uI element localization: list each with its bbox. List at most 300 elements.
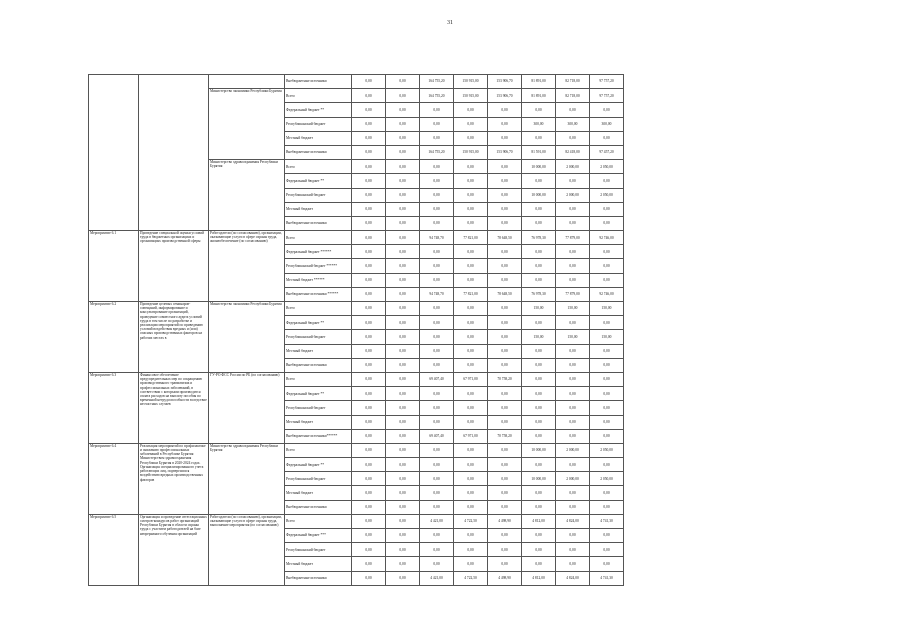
table-row <box>89 231 624 245</box>
amount-cell: 0,00 <box>352 571 386 585</box>
amount-cell: 0,00 <box>352 145 386 159</box>
amount-cell: 0,00 <box>420 344 454 358</box>
executor-cell: Работодатели (по согласованию), организации, оказывающие услуги в сфере охраны труда, жизнеобеспечение (по согласованию) <box>209 231 285 302</box>
amount-cell: 0,00 <box>488 500 522 514</box>
amount-cell: 0,00 <box>352 458 386 472</box>
amount-cell: 0,00 <box>488 443 522 457</box>
amount-cell: 81 891,00 <box>522 89 556 103</box>
amount-cell: 0,00 <box>522 174 556 188</box>
amount-cell: 150,00 <box>522 330 556 344</box>
funding-source-cell: Внебюджетные источники****** <box>285 429 352 443</box>
amount-cell: 0,00 <box>420 557 454 571</box>
funding-source-cell: Республиканский бюджет <box>285 188 352 202</box>
amount-cell: 0,00 <box>420 160 454 174</box>
amount-cell: 2 050,00 <box>590 160 624 174</box>
amount-cell: 0,00 <box>454 472 488 486</box>
amount-cell: 0,00 <box>454 443 488 457</box>
amount-cell: 0,00 <box>590 458 624 472</box>
measure-name-cell: Финансовое обеспечение предупредительных мер по сокращению производственного травматизма и профессиональных заболеваний, в соответствии с которыми производится оплата расходов на выплату пособия по временной нетрудоспособности вследствие несчастных случаев <box>139 372 209 443</box>
amount-cell: 70 758,20 <box>488 429 522 443</box>
funding-source-cell: Внебюджетные источники <box>285 75 352 89</box>
amount-cell: 0,00 <box>352 401 386 415</box>
program-cell: Мероприятие 6.2 <box>89 302 139 373</box>
amount-cell: 0,00 <box>386 543 420 557</box>
page-number: 31 <box>447 20 453 26</box>
amount-cell: 0,00 <box>590 429 624 443</box>
amount-cell: 0,00 <box>556 486 590 500</box>
funding-source-cell: Республиканский бюджет ****** <box>285 259 352 273</box>
amount-cell: 300,00 <box>522 117 556 131</box>
amount-cell: 0,00 <box>420 188 454 202</box>
amount-cell: 0,00 <box>590 358 624 372</box>
funding-source-cell: Внебюджетные источники <box>285 358 352 372</box>
funding-source-cell: Местный бюджет <box>285 557 352 571</box>
amount-cell: 0,00 <box>352 358 386 372</box>
amount-cell: 82 418,00 <box>556 145 590 159</box>
amount-cell: 82 718,00 <box>556 75 590 89</box>
amount-cell: 0,00 <box>522 429 556 443</box>
amount-cell: 0,00 <box>420 543 454 557</box>
amount-cell: 78 648,50 <box>488 231 522 245</box>
amount-cell: 0,00 <box>488 302 522 316</box>
amount-cell: 81 591,00 <box>522 145 556 159</box>
amount-cell: 2 000,00 <box>556 472 590 486</box>
amount-cell: 0,00 <box>454 387 488 401</box>
amount-cell: 0,00 <box>454 216 488 230</box>
measure-name-cell <box>139 75 209 231</box>
amount-cell: 0,00 <box>352 372 386 386</box>
amount-cell: 0,00 <box>352 245 386 259</box>
amount-cell: 0,00 <box>556 259 590 273</box>
amount-cell: 97 757,20 <box>590 75 624 89</box>
amount-cell: 0,00 <box>386 415 420 429</box>
amount-cell: 0,00 <box>352 486 386 500</box>
table-row <box>89 443 624 457</box>
amount-cell: 0,00 <box>488 486 522 500</box>
amount-cell: 0,00 <box>488 458 522 472</box>
amount-cell: 0,00 <box>488 259 522 273</box>
amount-cell: 0,00 <box>420 202 454 216</box>
amount-cell: 0,00 <box>590 500 624 514</box>
funding-source-cell: Всего <box>285 514 352 528</box>
amount-cell: 0,00 <box>352 514 386 528</box>
amount-cell: 0,00 <box>352 557 386 571</box>
amount-cell: 4 741,30 <box>590 514 624 528</box>
table-row <box>89 302 624 316</box>
amount-cell: 0,00 <box>522 316 556 330</box>
amount-cell: 0,00 <box>522 486 556 500</box>
amount-cell: 0,00 <box>386 89 420 103</box>
amount-cell: 0,00 <box>556 174 590 188</box>
measure-name-cell: Проведение целевых семинаров-совещаний, информирование и консультирование организаций, проведение совместного аудита условий труда в том числе по разработке и реализации мероприятий по приведению условий воздействия вредных и (или) опасных производственных факторов на рабочих местах в <box>139 302 209 373</box>
amount-cell: 2 050,00 <box>590 472 624 486</box>
amount-cell: 0,00 <box>556 216 590 230</box>
amount-cell: 2 000,00 <box>556 188 590 202</box>
amount-cell: 150,00 <box>590 330 624 344</box>
amount-cell: 0,00 <box>386 358 420 372</box>
amount-cell: 0,00 <box>488 202 522 216</box>
amount-cell: 94 748,70 <box>420 287 454 301</box>
amount-cell: 0,00 <box>488 529 522 543</box>
amount-cell: 0,00 <box>522 543 556 557</box>
amount-cell: 10 000,00 <box>522 188 556 202</box>
amount-cell: 0,00 <box>386 202 420 216</box>
amount-cell: 0,00 <box>454 458 488 472</box>
table-row <box>89 514 624 528</box>
amount-cell: 0,00 <box>420 472 454 486</box>
amount-cell: 0,00 <box>522 401 556 415</box>
executor-cell <box>209 75 285 89</box>
amount-cell: 0,00 <box>420 316 454 330</box>
amount-cell: 0,00 <box>386 571 420 585</box>
amount-cell: 0,00 <box>488 117 522 131</box>
amount-cell: 4 812,00 <box>522 571 556 585</box>
amount-cell: 0,00 <box>590 372 624 386</box>
amount-cell: 150 915,00 <box>454 75 488 89</box>
amount-cell: 0,00 <box>590 174 624 188</box>
amount-cell: 0,00 <box>522 372 556 386</box>
measure-name-cell: Реализация мероприятий по профилактике и снижению профессиональных заболеваний в Республике Бурятия Министерством здравоохранения Республики Бурятия в 2020-2024 годах. Организация специализированного учета работающих лиц, подвергшихся воздействию вредных производственных факторов <box>139 443 209 514</box>
amount-cell: 2 000,00 <box>556 160 590 174</box>
amount-cell: 0,00 <box>454 202 488 216</box>
amount-cell: 0,00 <box>386 131 420 145</box>
amount-cell: 0,00 <box>352 216 386 230</box>
amount-cell: 150,00 <box>556 302 590 316</box>
table-row <box>89 372 624 386</box>
amount-cell: 0,00 <box>522 259 556 273</box>
amount-cell: 0,00 <box>556 500 590 514</box>
budget-table <box>88 74 624 586</box>
funding-source-cell: Федеральный бюджет ** <box>285 174 352 188</box>
executor-cell: Министерство здравоохранения Республики Бурятия <box>209 160 285 231</box>
funding-source-cell: Внебюджетные источники ****** <box>285 287 352 301</box>
amount-cell: 0,00 <box>352 89 386 103</box>
amount-cell: 77 821,00 <box>454 287 488 301</box>
amount-cell: 4 741,30 <box>590 571 624 585</box>
funding-source-cell: Местный бюджет <box>285 344 352 358</box>
amount-cell: 0,00 <box>556 131 590 145</box>
amount-cell: 0,00 <box>352 302 386 316</box>
amount-cell: 0,00 <box>352 415 386 429</box>
amount-cell: 0,00 <box>454 259 488 273</box>
amount-cell: 4 498,90 <box>488 571 522 585</box>
amount-cell: 0,00 <box>590 486 624 500</box>
amount-cell: 0,00 <box>420 245 454 259</box>
amount-cell: 0,00 <box>386 75 420 89</box>
amount-cell: 0,00 <box>488 543 522 557</box>
amount-cell: 0,00 <box>386 231 420 245</box>
funding-source-cell: Республиканский бюджет <box>285 543 352 557</box>
amount-cell: 0,00 <box>488 103 522 117</box>
amount-cell: 0,00 <box>522 245 556 259</box>
amount-cell: 0,00 <box>454 117 488 131</box>
amount-cell: 150,00 <box>522 302 556 316</box>
amount-cell: 0,00 <box>590 557 624 571</box>
amount-cell: 82 718,00 <box>556 89 590 103</box>
funding-source-cell: Федеральный бюджет ** <box>285 316 352 330</box>
measure-name-cell: Проведение специальной оценки условий труда в бюджетных организациях и организациях производственной сферы <box>139 231 209 302</box>
amount-cell: 77 879,00 <box>556 231 590 245</box>
amount-cell: 0,00 <box>488 472 522 486</box>
amount-cell: 0,00 <box>590 316 624 330</box>
amount-cell: 69 407,40 <box>420 372 454 386</box>
amount-cell: 0,00 <box>386 273 420 287</box>
amount-cell: 0,00 <box>488 216 522 230</box>
amount-cell: 0,00 <box>454 103 488 117</box>
amount-cell: 78 648,50 <box>488 287 522 301</box>
amount-cell: 10 000,00 <box>522 443 556 457</box>
amount-cell: 0,00 <box>590 401 624 415</box>
amount-cell: 4 824,00 <box>556 514 590 528</box>
amount-cell: 150 915,00 <box>454 145 488 159</box>
funding-source-cell: Всего <box>285 231 352 245</box>
amount-cell: 0,00 <box>556 344 590 358</box>
amount-cell: 0,00 <box>420 216 454 230</box>
amount-cell: 0,00 <box>556 458 590 472</box>
amount-cell: 0,00 <box>352 529 386 543</box>
executor-cell: Министерство экономики Республики Бурятия <box>209 89 285 160</box>
amount-cell: 97 457,20 <box>590 145 624 159</box>
budget-table-body <box>89 75 624 586</box>
amount-cell: 76 978,30 <box>522 287 556 301</box>
amount-cell: 0,00 <box>352 344 386 358</box>
amount-cell: 92 746,00 <box>590 231 624 245</box>
amount-cell: 0,00 <box>590 245 624 259</box>
amount-cell: 0,00 <box>386 472 420 486</box>
executor-cell: ГУ-РО ФСС России по РБ (по согласованию) <box>209 372 285 443</box>
amount-cell: 0,00 <box>386 259 420 273</box>
amount-cell: 150,00 <box>590 302 624 316</box>
table-row <box>89 75 624 89</box>
amount-cell: 0,00 <box>454 302 488 316</box>
amount-cell: 2 000,00 <box>556 443 590 457</box>
amount-cell: 0,00 <box>386 287 420 301</box>
amount-cell: 0,00 <box>488 188 522 202</box>
amount-cell: 0,00 <box>556 245 590 259</box>
amount-cell: 150,00 <box>556 330 590 344</box>
executor-cell: Министерство здравоохранения Республики Бурятия <box>209 443 285 514</box>
amount-cell: 2 050,00 <box>590 188 624 202</box>
amount-cell: 0,00 <box>556 358 590 372</box>
amount-cell: 0,00 <box>352 131 386 145</box>
amount-cell: 0,00 <box>522 387 556 401</box>
funding-source-cell: Всего <box>285 372 352 386</box>
amount-cell: 4 812,00 <box>522 514 556 528</box>
amount-cell: 0,00 <box>590 529 624 543</box>
amount-cell: 0,00 <box>454 543 488 557</box>
amount-cell: 0,00 <box>454 529 488 543</box>
amount-cell: 0,00 <box>522 358 556 372</box>
amount-cell: 0,00 <box>522 557 556 571</box>
amount-cell: 0,00 <box>488 245 522 259</box>
amount-cell: 0,00 <box>522 103 556 117</box>
amount-cell: 0,00 <box>488 131 522 145</box>
executor-cell: Работодатели (по согласованию), организации, оказывающие услуги в сфере охраны труда, выполнение мероприятия (по согласованию) <box>209 514 285 585</box>
amount-cell: 0,00 <box>352 160 386 174</box>
amount-cell: 0,00 <box>420 131 454 145</box>
amount-cell: 0,00 <box>522 500 556 514</box>
amount-cell: 0,00 <box>556 529 590 543</box>
amount-cell: 0,00 <box>590 387 624 401</box>
amount-cell: 0,00 <box>386 500 420 514</box>
amount-cell: 0,00 <box>556 202 590 216</box>
amount-cell: 0,00 <box>556 372 590 386</box>
amount-cell: 0,00 <box>590 415 624 429</box>
amount-cell: 0,00 <box>352 429 386 443</box>
amount-cell: 0,00 <box>488 401 522 415</box>
amount-cell: 10 000,00 <box>522 160 556 174</box>
amount-cell: 76 978,30 <box>522 231 556 245</box>
amount-cell: 0,00 <box>522 131 556 145</box>
amount-cell: 81 891,00 <box>522 75 556 89</box>
funding-source-cell: Местный бюджет ****** <box>285 273 352 287</box>
amount-cell: 0,00 <box>556 273 590 287</box>
amount-cell: 0,00 <box>420 529 454 543</box>
amount-cell: 0,00 <box>386 117 420 131</box>
funding-source-cell: Всего <box>285 160 352 174</box>
amount-cell: 0,00 <box>454 486 488 500</box>
amount-cell: 97 757,20 <box>590 89 624 103</box>
amount-cell: 0,00 <box>556 543 590 557</box>
program-cell: Мероприятие 6.5 <box>89 514 139 585</box>
amount-cell: 0,00 <box>420 302 454 316</box>
amount-cell: 0,00 <box>420 387 454 401</box>
amount-cell: 0,00 <box>386 401 420 415</box>
amount-cell: 0,00 <box>556 429 590 443</box>
amount-cell: 0,00 <box>556 316 590 330</box>
amount-cell: 0,00 <box>386 344 420 358</box>
amount-cell: 0,00 <box>352 443 386 457</box>
amount-cell: 0,00 <box>386 245 420 259</box>
amount-cell: 69 407,40 <box>420 429 454 443</box>
amount-cell: 0,00 <box>386 486 420 500</box>
amount-cell: 0,00 <box>352 188 386 202</box>
amount-cell: 0,00 <box>556 387 590 401</box>
amount-cell: 0,00 <box>352 231 386 245</box>
amount-cell: 0,00 <box>590 131 624 145</box>
amount-cell: 67 971,00 <box>454 429 488 443</box>
amount-cell: 0,00 <box>386 188 420 202</box>
amount-cell: 0,00 <box>488 557 522 571</box>
amount-cell: 0,00 <box>522 458 556 472</box>
amount-cell: 0,00 <box>420 117 454 131</box>
amount-cell: 0,00 <box>454 131 488 145</box>
amount-cell: 4 824,00 <box>556 571 590 585</box>
amount-cell: 0,00 <box>556 103 590 117</box>
amount-cell: 0,00 <box>352 500 386 514</box>
amount-cell: 0,00 <box>420 273 454 287</box>
amount-cell: 0,00 <box>352 316 386 330</box>
amount-cell: 0,00 <box>488 273 522 287</box>
amount-cell: 0,00 <box>488 160 522 174</box>
amount-cell: 0,00 <box>556 415 590 429</box>
amount-cell: 0,00 <box>454 401 488 415</box>
funding-source-cell: Местный бюджет <box>285 131 352 145</box>
amount-cell: 0,00 <box>454 273 488 287</box>
amount-cell: 0,00 <box>590 344 624 358</box>
amount-cell: 0,00 <box>420 174 454 188</box>
amount-cell: 0,00 <box>352 202 386 216</box>
amount-cell: 0,00 <box>352 287 386 301</box>
amount-cell: 300,00 <box>556 117 590 131</box>
funding-source-cell: Республиканский бюджет <box>285 401 352 415</box>
amount-cell: 0,00 <box>386 316 420 330</box>
amount-cell: 94 748,70 <box>420 231 454 245</box>
amount-cell: 0,00 <box>488 358 522 372</box>
amount-cell: 0,00 <box>352 75 386 89</box>
amount-cell: 77 879,00 <box>556 287 590 301</box>
funding-source-cell: Республиканский бюджет <box>285 330 352 344</box>
amount-cell: 0,00 <box>420 330 454 344</box>
amount-cell: 0,00 <box>420 486 454 500</box>
amount-cell: 4 722,50 <box>454 514 488 528</box>
amount-cell: 0,00 <box>420 358 454 372</box>
amount-cell: 0,00 <box>522 529 556 543</box>
amount-cell: 0,00 <box>352 259 386 273</box>
amount-cell: 0,00 <box>454 344 488 358</box>
amount-cell: 0,00 <box>386 302 420 316</box>
amount-cell: 0,00 <box>590 202 624 216</box>
amount-cell: 0,00 <box>352 117 386 131</box>
amount-cell: 0,00 <box>590 216 624 230</box>
amount-cell: 10 000,00 <box>522 472 556 486</box>
program-cell: Мероприятие 6.3 <box>89 372 139 443</box>
amount-cell: 0,00 <box>386 160 420 174</box>
program-cell: Мероприятие 6.4 <box>89 443 139 514</box>
amount-cell: 164 755,20 <box>420 75 454 89</box>
funding-source-cell: Всего <box>285 89 352 103</box>
amount-cell: 0,00 <box>590 103 624 117</box>
amount-cell: 0,00 <box>454 174 488 188</box>
amount-cell: 70 758,20 <box>488 372 522 386</box>
amount-cell: 164 755,20 <box>420 145 454 159</box>
amount-cell: 0,00 <box>386 529 420 543</box>
funding-source-cell: Местный бюджет <box>285 202 352 216</box>
amount-cell: 153 906,70 <box>488 145 522 159</box>
amount-cell: 92 746,00 <box>590 287 624 301</box>
amount-cell: 0,00 <box>454 500 488 514</box>
amount-cell: 0,00 <box>352 472 386 486</box>
amount-cell: 0,00 <box>420 443 454 457</box>
amount-cell: 0,00 <box>386 387 420 401</box>
amount-cell: 0,00 <box>522 273 556 287</box>
funding-source-cell: Местный бюджет <box>285 415 352 429</box>
amount-cell: 0,00 <box>522 202 556 216</box>
amount-cell: 153 906,70 <box>488 75 522 89</box>
amount-cell: 0,00 <box>352 174 386 188</box>
funding-source-cell: Федеральный бюджет ** <box>285 387 352 401</box>
amount-cell: 0,00 <box>454 160 488 174</box>
funding-source-cell: Республиканский бюджет <box>285 472 352 486</box>
amount-cell: 0,00 <box>420 415 454 429</box>
amount-cell: 0,00 <box>590 259 624 273</box>
amount-cell: 0,00 <box>386 557 420 571</box>
amount-cell: 4 722,50 <box>454 571 488 585</box>
amount-cell: 0,00 <box>352 387 386 401</box>
amount-cell: 0,00 <box>386 330 420 344</box>
amount-cell: 0,00 <box>556 557 590 571</box>
measure-name-cell: Организация и проведение аттестационных смотров-конкурсов работ организаций Республики Бурятия в области охраны труда с участием работодателей на базе непрерывного обучения организаций <box>139 514 209 585</box>
amount-cell: 0,00 <box>420 401 454 415</box>
amount-cell: 0,00 <box>352 330 386 344</box>
amount-cell: 2 050,00 <box>590 443 624 457</box>
funding-source-cell: Внебюджетные источники <box>285 571 352 585</box>
amount-cell: 0,00 <box>454 316 488 330</box>
amount-cell: 0,00 <box>522 344 556 358</box>
amount-cell: 300,00 <box>590 117 624 131</box>
amount-cell: 0,00 <box>488 344 522 358</box>
amount-cell: 0,00 <box>386 174 420 188</box>
